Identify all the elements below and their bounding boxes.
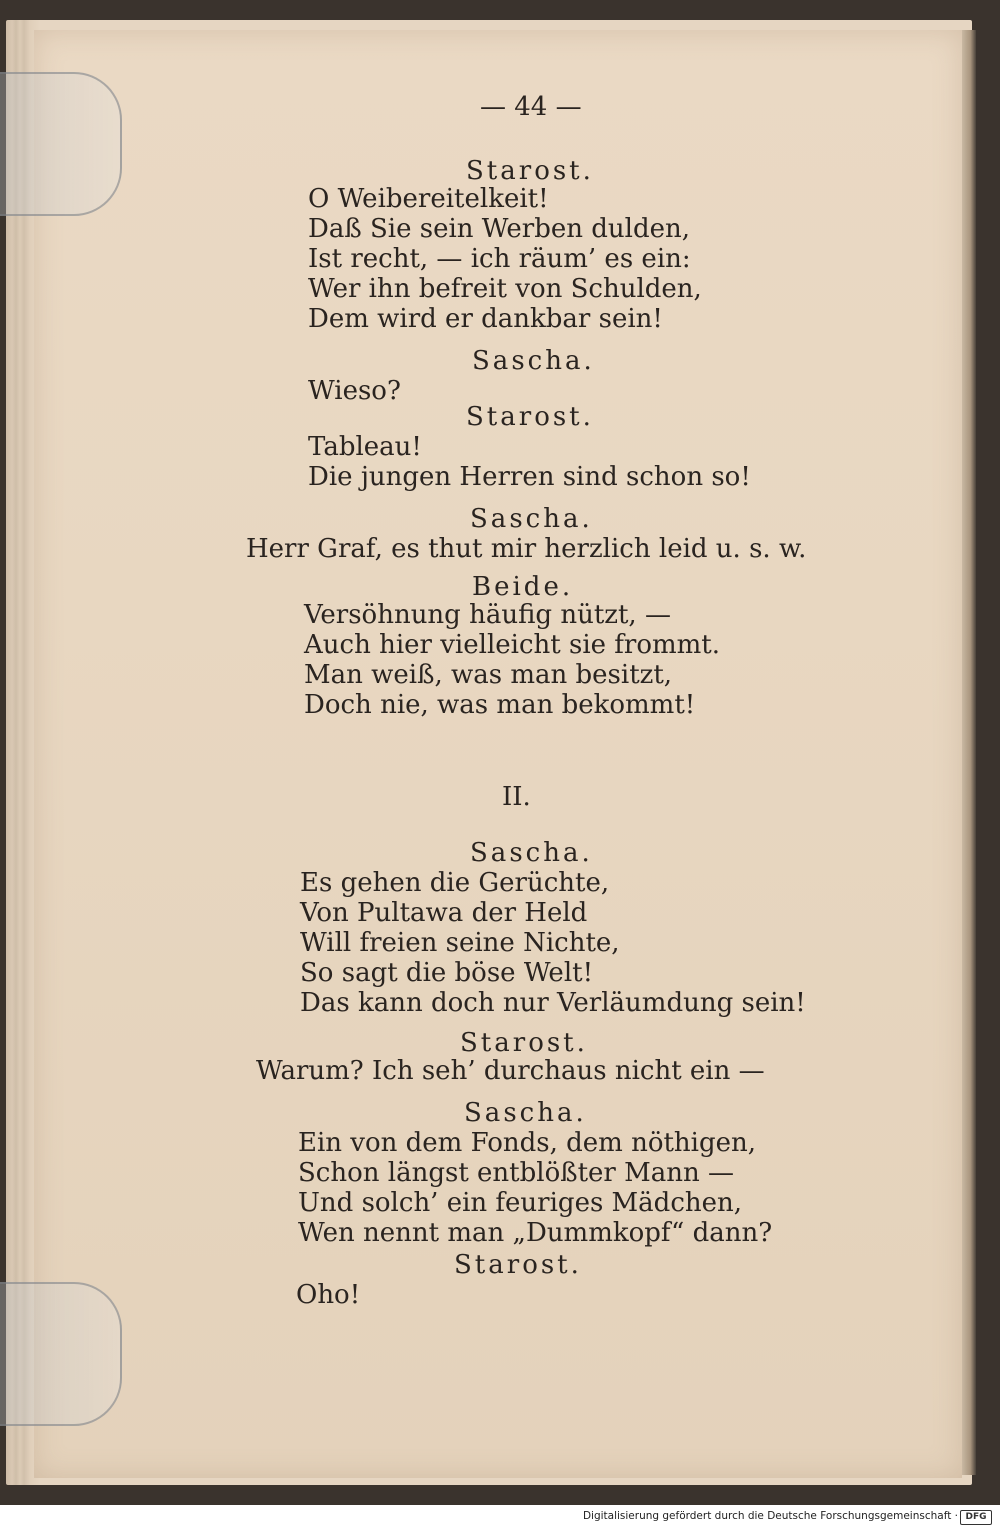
verse-line: Und solch’ ein feuriges Mädchen, <box>298 1188 743 1218</box>
verse-line: Warum? Ich seh’ durchaus nicht ein — <box>256 1056 765 1086</box>
section-heading: II. <box>502 782 531 812</box>
verse-line: Auch hier vielleicht sie frommt. <box>304 630 721 660</box>
verse-line: Das kann doch nur Verläumdung sein! <box>300 988 806 1018</box>
verse-line: Doch nie, was man bekommt! <box>304 690 696 720</box>
speaker-label: Starost. <box>466 402 594 432</box>
speaker-label: Beide. <box>472 572 574 602</box>
verse-line: Von Pultawa der Held <box>300 898 588 928</box>
verse-line: Ein von dem Fonds, dem nöthigen, <box>298 1128 757 1158</box>
verse-line: O Weibereitelkeit! <box>308 184 549 214</box>
speaker-label: Sascha. <box>464 1098 587 1128</box>
verse-line: Daß Sie sein Werben dulden, <box>308 214 691 244</box>
verse-line: Tableau! <box>308 432 422 462</box>
verse-line: Oho! <box>296 1280 361 1310</box>
verse-line: Man weiß, was man besitzt, <box>304 660 673 690</box>
verse-line: Versöhnung häufig nützt, — <box>304 600 671 630</box>
verse-line: Die jungen Herren sind schon so! <box>308 462 751 492</box>
speaker-label: Starost. <box>466 156 594 186</box>
verse-line: Herr Graf, es thut mir herzlich leid u. s. w. <box>246 534 807 564</box>
verse-line: Will freien seine Nichte, <box>300 928 620 958</box>
speaker-label: Starost. <box>460 1028 588 1058</box>
funding-credit: Digitalisierung gefördert durch die Deutsche Forschungsgemeinschaft · <box>582 1510 958 1522</box>
verse-line: Wen nennt man „Dummkopf“ dann? <box>298 1218 773 1248</box>
verse-line: Wer ihn befreit von Schulden, <box>308 274 702 304</box>
page-number: — 44 — <box>480 92 582 122</box>
verse-line: So sagt die böse Welt! <box>300 958 594 988</box>
speaker-label: Sascha. <box>470 838 593 868</box>
verse-line: Wieso? <box>308 376 401 406</box>
dfg-logo: DFG <box>960 1510 992 1525</box>
verse-line: Dem wird er dankbar sein! <box>308 304 663 334</box>
verse-line: Schon längst entblößter Mann — <box>298 1158 735 1188</box>
speaker-label: Sascha. <box>470 504 593 534</box>
digitization-footer <box>0 1505 1000 1528</box>
verse-line: Ist recht, — ich räum’ es ein: <box>308 244 691 274</box>
speaker-label: Starost. <box>454 1250 582 1280</box>
speaker-label: Sascha. <box>472 346 595 376</box>
verse-line: Es gehen die Gerüchte, <box>300 868 610 898</box>
